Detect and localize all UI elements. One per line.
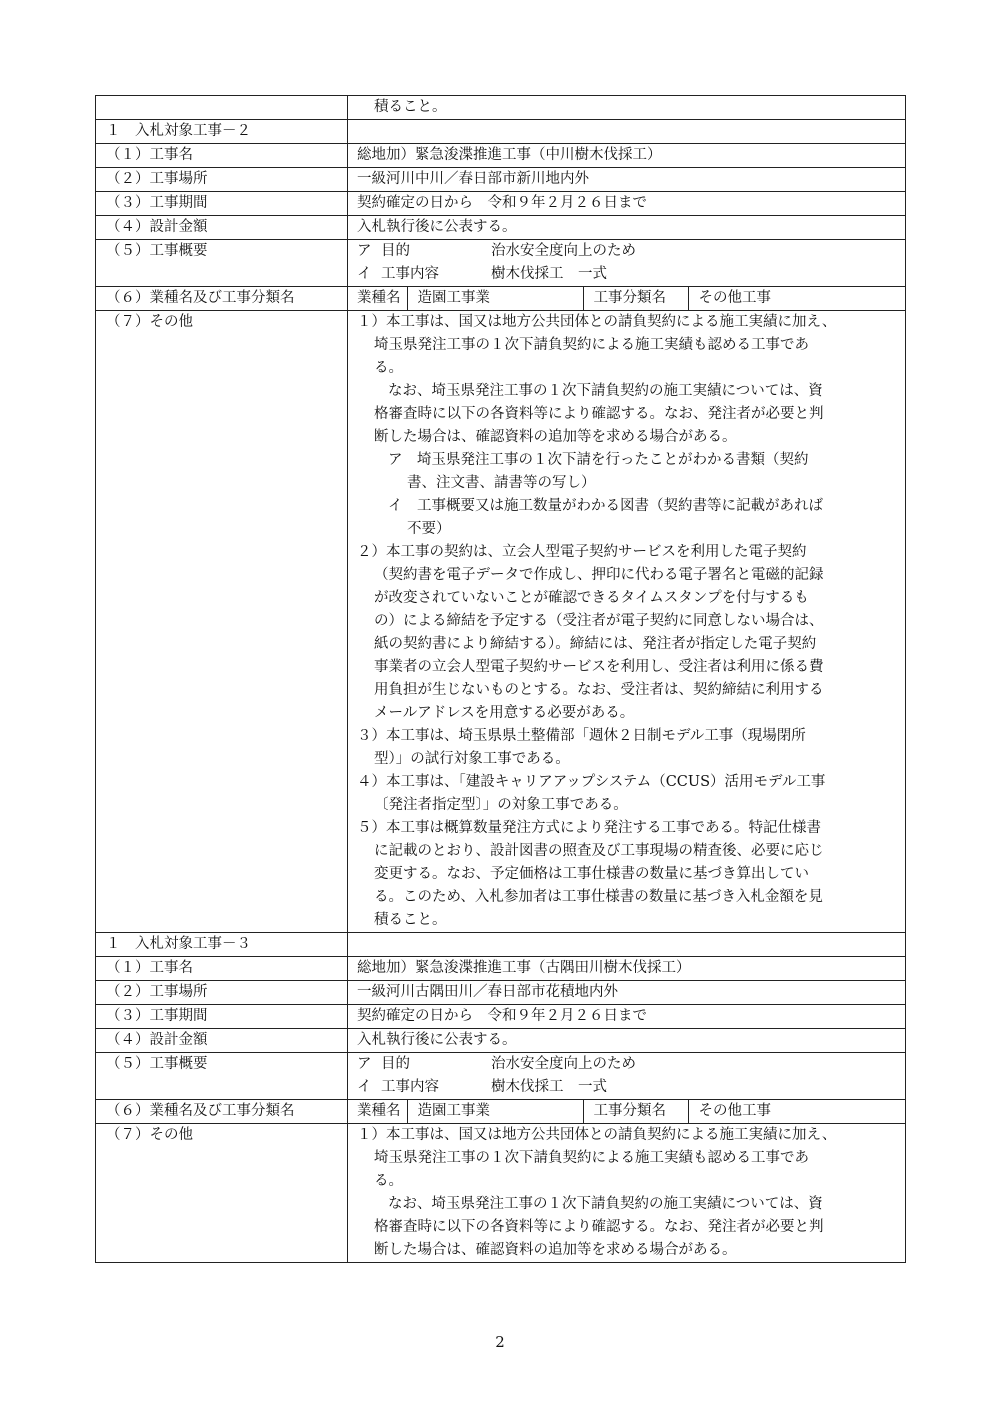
other-notes-label-cell: [96, 1124, 348, 1263]
industry-type-subtable: [347, 287, 906, 310]
work-name-row-label-cell: [96, 957, 348, 981]
work-name-row-value: 総地加）緊急浚渫推進工事（古隅田川樹木伐採工）: [357, 960, 691, 976]
carryover-value-cell: [348, 96, 906, 120]
industry-type-label-cell: [96, 287, 348, 311]
carryover-row: [96, 96, 906, 120]
work-name-row-label-cell: [96, 144, 348, 168]
section-heading-row: [96, 120, 906, 144]
work-place-row-value-cell: [348, 168, 906, 192]
other-notes-value-cell: [348, 1124, 906, 1263]
other-notes-line: る。このため、入札参加者は工事仕様書の数量に基づき入札金額を見: [374, 889, 823, 905]
work-place-row-label-cell: [96, 168, 348, 192]
work-place-row: [96, 168, 906, 192]
work-name-row-value-cell: [348, 957, 906, 981]
other-notes-line: 紙の契約書により締結する）。締結には、発注者が指定した電子契約: [374, 636, 817, 652]
work-period-row: [96, 192, 906, 216]
design-amount-row-label-cell: [96, 216, 348, 240]
overview-key: 目的: [381, 1056, 410, 1072]
other-notes-line: ア 埼玉県発注工事の１次下請を行ったことがわかる書類（契約: [388, 452, 809, 468]
other-notes-line: 型）」の試行対象工事である。: [374, 751, 570, 767]
work-place-row-value: 一級河川古隅田川／春日部市花積地内外: [357, 984, 618, 1000]
other-notes-line: ３）本工事は、埼玉県県土整備部「週休２日制モデル工事（現場閉所: [357, 728, 806, 744]
other-notes-line: る。: [374, 1173, 403, 1189]
industry-type-row: [96, 287, 906, 311]
work-period-row-value: 契約確定の日から 令和９年２月２６日まで: [357, 195, 647, 211]
section-heading-empty-cell: [348, 933, 906, 957]
design-amount-row-value: 入札執行後に公表する。: [357, 1032, 517, 1048]
work-period-row-value-cell: [348, 192, 906, 216]
work-period-row: [96, 1005, 906, 1029]
industry-type-value-cell: [348, 287, 906, 311]
other-notes-line: イ 工事概要又は施工数量がわかる図書（契約書等に記載があれば: [388, 498, 823, 514]
work-period-row-label-cell: [96, 1005, 348, 1029]
other-notes-line: 格審査時に以下の各資料等により確認する。なお、発注者が必要と判: [374, 406, 824, 422]
other-notes-line: 断した場合は、確認資料の追加等を求める場合がある。: [374, 1242, 737, 1258]
industry-type-subtable: [347, 1100, 906, 1123]
work-name-row-label: （１）工事名: [106, 147, 193, 163]
overview-mark: ア: [357, 1056, 372, 1072]
other-notes-line: なお、埼玉県発注工事の１次下請負契約の施工実績については、資: [388, 383, 823, 399]
industry-name-key: 業種名: [357, 290, 401, 306]
overview-key: 工事内容: [381, 1079, 439, 1095]
other-notes-line: なお、埼玉県発注工事の１次下請負契約の施工実績については、資: [388, 1196, 823, 1212]
work-period-row-label: （３）工事期間: [106, 1008, 208, 1024]
work-place-row: [96, 981, 906, 1005]
other-notes-line: 埼玉県発注工事の１次下請負契約による施工実績も認める工事であ: [374, 337, 809, 353]
overview-item: [357, 240, 905, 263]
tender-table: [95, 95, 906, 1263]
other-notes-row: [96, 1124, 906, 1263]
work-name-row-label: （１）工事名: [106, 960, 193, 976]
other-notes-line: 格審査時に以下の各資料等により確認する。なお、発注者が必要と判: [374, 1219, 824, 1235]
overview-value: 治水安全度向上のため: [491, 243, 636, 259]
work-overview-label: （５）工事概要: [106, 243, 208, 259]
industry-name-value: 造園工事業: [407, 1100, 583, 1123]
other-notes-line: ５）本工事は概算数量発注方式により発注する工事である。特記仕様書: [357, 820, 821, 836]
work-overview-label: （５）工事概要: [106, 1056, 208, 1072]
industry-type-value-cell: [348, 1100, 906, 1124]
other-notes-row: [96, 311, 906, 933]
document-body: [95, 95, 905, 1263]
section-heading-row: [96, 933, 906, 957]
design-amount-row: [96, 1029, 906, 1053]
work-period-row-value-cell: [348, 1005, 906, 1029]
industry-name-value: 造園工事業: [407, 287, 583, 310]
overview-key: 目的: [381, 243, 410, 259]
work-class-key: 工事分類名: [583, 287, 688, 310]
other-notes-line: 不要）: [407, 521, 451, 537]
other-notes-line: の）による締結を予定する（受注者が電子契約に同意しない場合は、: [374, 613, 824, 629]
overview-item: [357, 263, 905, 286]
other-notes-line: 事業者の立会人型電子契約サービスを利用し、受注者は利用に係る費: [374, 659, 824, 675]
work-overview-value-cell: [348, 1053, 906, 1100]
other-notes-line: ４）本工事は、「建設キャリアアップシステム（CCUS）活用モデル工事: [357, 774, 826, 790]
industry-type-label: （６）業種名及び工事分類名: [106, 1103, 295, 1119]
work-place-row-value: 一級河川中川／春日部市新川地内外: [357, 171, 589, 187]
other-notes-label-cell: [96, 311, 348, 933]
other-notes-line: 積ること。: [374, 912, 447, 928]
work-overview-label-cell: [96, 240, 348, 287]
work-name-row: [96, 957, 906, 981]
design-amount-row-label: （４）設計金額: [106, 219, 208, 235]
design-amount-row-value-cell: [348, 216, 906, 240]
other-notes-line: に記載のとおり、設計図書の照査及び工事現場の精査後、必要に応じ: [374, 843, 824, 859]
section-heading-empty-cell: [348, 120, 906, 144]
other-notes-line: 断した場合は、確認資料の追加等を求める場合がある。: [374, 429, 737, 445]
section-heading-cell: [96, 120, 348, 144]
other-notes-line: １）本工事は、国又は地方公共団体との請負契約による施工実績に加え、: [357, 1127, 837, 1143]
other-notes-line: ２）本工事の契約は、立会人型電子契約サービスを利用した電子契約: [357, 544, 807, 560]
work-overview-value-cell: [348, 240, 906, 287]
other-notes-line: メールアドレスを用意する必要がある。: [374, 705, 635, 721]
overview-item: [357, 1076, 905, 1099]
section-heading: １ 入札対象工事－２: [106, 123, 251, 139]
overview-value: 治水安全度向上のため: [491, 1056, 636, 1072]
other-notes-line: 埼玉県発注工事の１次下請負契約による施工実績も認める工事であ: [374, 1150, 809, 1166]
work-class-key: 工事分類名: [583, 1100, 688, 1123]
page-number: 2: [495, 1333, 505, 1351]
overview-value: 樹木伐採工 一式: [491, 1079, 607, 1095]
work-overview-row: [96, 240, 906, 287]
other-notes-label: （７）その他: [106, 314, 193, 330]
carryover-label-cell: [96, 96, 348, 120]
work-place-row-label: （２）工事場所: [106, 984, 208, 1000]
other-notes-line: 書、注文書、請書等の写し）: [407, 475, 596, 491]
other-notes-label: （７）その他: [106, 1127, 193, 1143]
industry-type-label: （６）業種名及び工事分類名: [106, 290, 295, 306]
work-overview-row: [96, 1053, 906, 1100]
overview-value: 樹木伐採工 一式: [491, 266, 607, 282]
work-period-row-value: 契約確定の日から 令和９年２月２６日まで: [357, 1008, 647, 1024]
overview-mark: イ: [357, 1079, 372, 1095]
design-amount-row-label: （４）設計金額: [106, 1032, 208, 1048]
overview-mark: イ: [357, 266, 372, 282]
work-name-row-value: 総地加）緊急浚渫推進工事（中川樹木伐採工）: [357, 147, 662, 163]
work-place-row-label: （２）工事場所: [106, 171, 208, 187]
other-notes-line: 用負担が生じないものとする。なお、受注者は、契約締結に利用する: [374, 682, 824, 698]
other-notes-value-cell: [348, 311, 906, 933]
work-overview-label-cell: [96, 1053, 348, 1100]
work-class-value: その他工事: [688, 1100, 906, 1123]
work-name-row-value-cell: [348, 144, 906, 168]
work-place-row-value-cell: [348, 981, 906, 1005]
other-notes-line: 変更する。なお、予定価格は工事仕様書の数量に基づき算出してい: [374, 866, 809, 882]
overview-item: [357, 1053, 905, 1076]
other-notes-line: る。: [374, 360, 403, 376]
design-amount-row: [96, 216, 906, 240]
carryover-text: 積ること。: [374, 99, 447, 115]
overview-key: 工事内容: [381, 266, 439, 282]
work-period-row-label: （３）工事期間: [106, 195, 208, 211]
section-heading: １ 入札対象工事－３: [106, 936, 251, 952]
overview-mark: ア: [357, 243, 372, 259]
work-class-value: その他工事: [688, 287, 906, 310]
industry-type-row: [96, 1100, 906, 1124]
design-amount-row-value: 入札執行後に公表する。: [357, 219, 517, 235]
industry-name-key: 業種名: [357, 1103, 401, 1119]
design-amount-row-label-cell: [96, 1029, 348, 1053]
design-amount-row-value-cell: [348, 1029, 906, 1053]
other-notes-line: １）本工事は、国又は地方公共団体との請負契約による施工実績に加え、: [357, 314, 837, 330]
work-place-row-label-cell: [96, 981, 348, 1005]
other-notes-line: が改変されていないことが確認できるタイムスタンプを付与するも: [374, 590, 809, 606]
other-notes-line: （契約書を電子データで作成し、押印に代わる電子署名と電磁的記録: [374, 567, 824, 583]
work-period-row-label-cell: [96, 192, 348, 216]
section-heading-cell: [96, 933, 348, 957]
work-name-row: [96, 144, 906, 168]
industry-type-label-cell: [96, 1100, 348, 1124]
other-notes-line: 〔発注者指定型〕」の対象工事である。: [374, 797, 628, 813]
